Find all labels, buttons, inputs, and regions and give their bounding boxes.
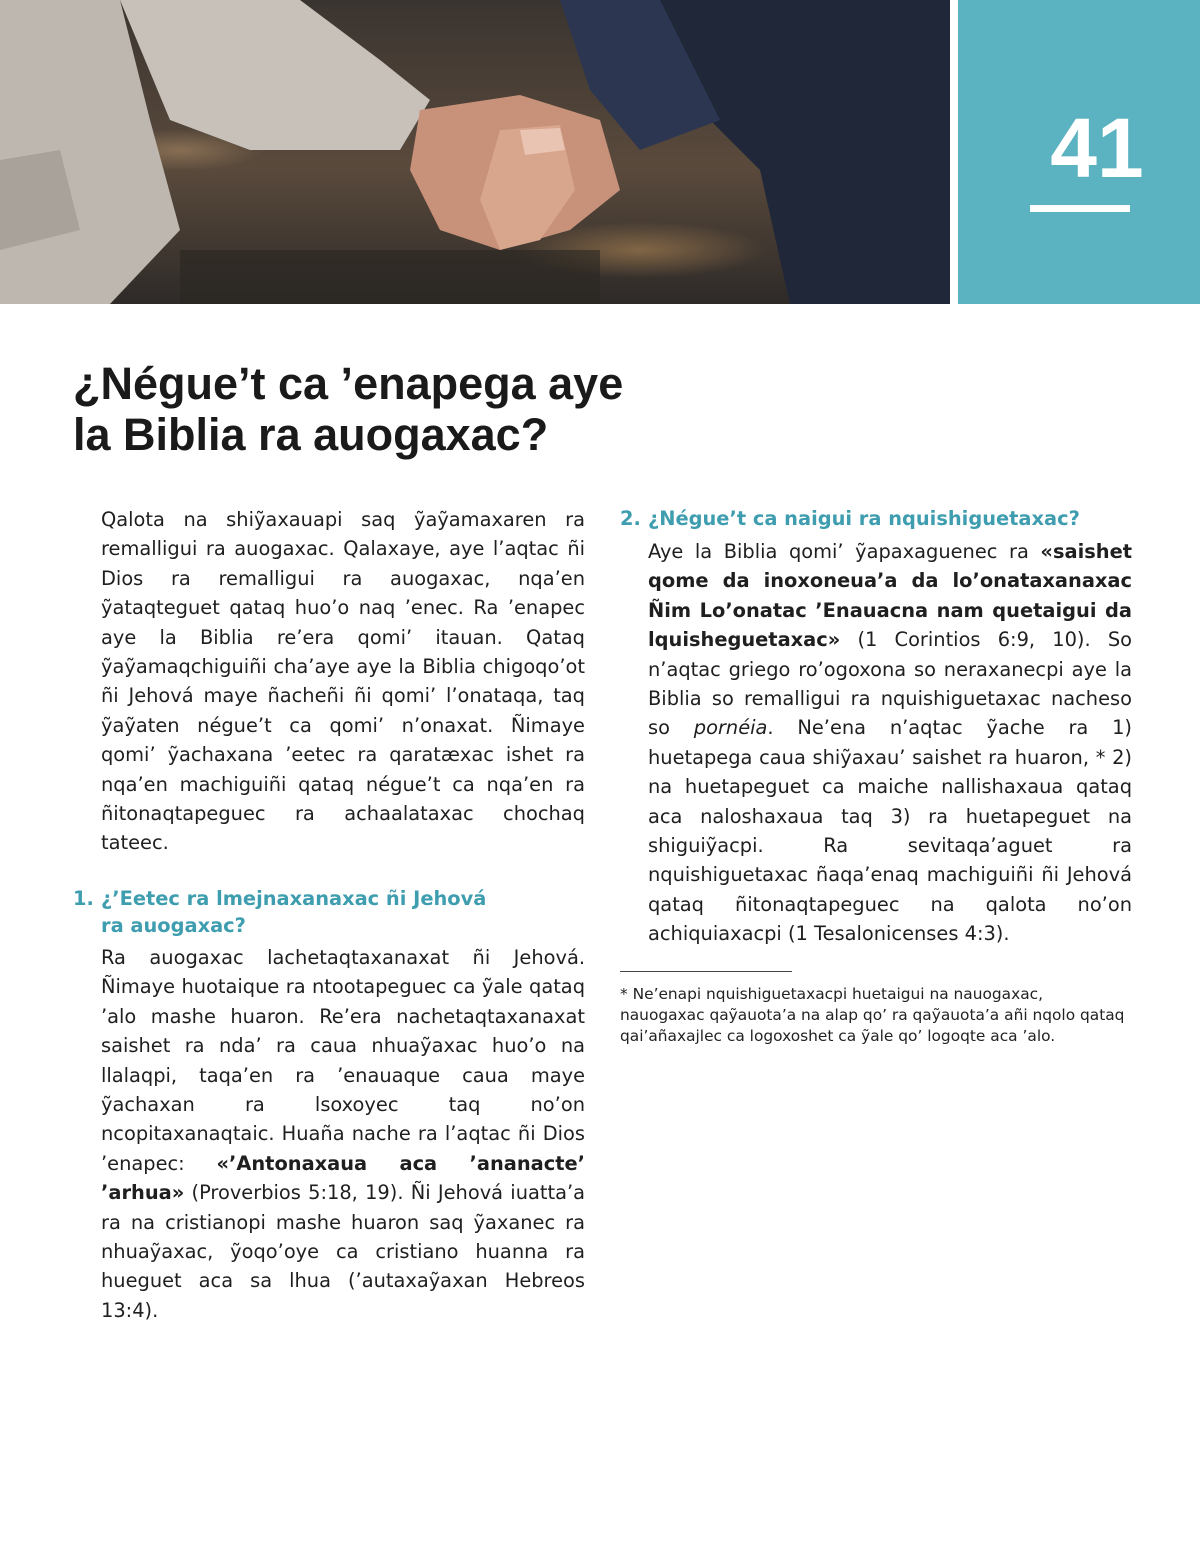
section-2-heading xyxy=(620,505,1132,532)
left-column xyxy=(73,505,585,1325)
section-2-number: 2. xyxy=(620,507,641,530)
header-photo xyxy=(0,0,950,304)
section-2-heading-text: ¿Négue’t ca naigui ra nquishiguetaxac? xyxy=(648,507,1080,530)
section-1-heading-line-1: ¿’Eetec ra lmejnaxanaxac ñi Jehová xyxy=(101,886,487,910)
section-2-text-before: Aye la Biblia qomi’ ỹapaxaguenec ra xyxy=(648,540,1029,563)
chapter-underline xyxy=(1030,205,1130,212)
right-column xyxy=(620,505,1132,1047)
intro-paragraph: Qalota na shiỹaxauapi saq ỹaỹamaxaren ra remalligui ra auogaxac. Qalaxaye, aye l’aqtac ñi Dios ra remalligui ra auogaxac, nqa’en ỹataqteguet qataq huo’o naq ’enec. Ra ’enapec aye la Biblia re’era qomi’ itauan. Qataq ỹaỹamaqchiguiñi cha’aye aye la Biblia chigoqo’ot ñi Jehová maye ñacheñi ñi qomi’ l’onataqa, taq ỹaỹaten négue’t ca qomi’ n’onaxat. Ñimaye qomi’ ỹachaxana ’eetec ra qaratæxac ishet ra nqa’en machiguiñi qataq négue’t ca nqa’en ra ñitonaqtapeguec ra achaalataxac chochaq tateec. xyxy=(101,508,585,855)
page-title xyxy=(73,358,773,460)
section-1-text-before: Ra auogaxac lachetaqtaxanaxat ñi Jehová. Ñimaye huotaique ra ntootapeguec ca ỹale qataq ’alo mashe huaron. Re’era nachetaqtaxanaxat saishet ra nda’ ra caua nhuaỹaxac huo’o na llalaqpi, taqa’en ra ’enauaque caua maye ỹachaxan ra lsoxoyec taq no’on ncopitaxanaqtaic. Huaña nache ra l’aqtac ñi Dios ’enapec: xyxy=(101,945,585,1175)
section-1 xyxy=(73,885,585,1325)
section-1-number: 1. xyxy=(73,886,94,910)
title-line-2: la Biblia ra auogaxac? xyxy=(73,409,549,460)
section-2-text-after: . Ne’ena n’aqtac ỹache ra 1) huetapega caua shiỹaxau’ saishet ra huaron, * 2) na huetapeguet ca maiche nallishaxaua qataq aca naloshaxaua taq 3) ra huetapeguet na shiguiỹacpi. Ra sevitaqa’aguet ra nquishiguetaxac ñaqa’enaq machiguiñi ñi Jehová qataq ñitonaqtapeguec na qalota no’on achiquiaxacpi (1 Tesalonicenses 4:3). xyxy=(648,716,1132,946)
section-1-quote: «’Antonaxaua aca ’ananacte’ ’arhua» xyxy=(101,1151,585,1205)
section-2-quote: «saishet qome da inoxoneua’a da lo’onataxanaxac Ñim Lo’onatac ’Enauacna nam quetaigui da lquisheguetaxac» xyxy=(648,540,1132,652)
chapter-number: 41 xyxy=(1050,101,1144,195)
section-2-text-mid: (1 Corintios 6:9, 10). So n’aqtac griego ro’ogoxona so neraxanecpi aye la Biblia so remalligui ra nquishiguetaxac nacheso so xyxy=(648,628,1132,740)
footnote: * Ne’enapi nquishiguetaxacpi huetaigui na nauogaxac, nauogaxac qaỹauota’a na alap qo’ ra qaỹauota’a añi nqolo qataq qai’añaxajlec ca logoxoshet ca ỹale qo’ logoqte aca ’alo. xyxy=(620,984,1125,1045)
section-1-paragraph xyxy=(101,943,585,1325)
title-line-1: ¿Négue’t ca ’enapega aye xyxy=(73,358,624,409)
section-1-heading xyxy=(73,885,585,939)
holding-hands-illustration xyxy=(0,0,950,304)
section-1-text-after: (Proverbios 5:18, 19). Ñi Jehová iuatta’a ra na cristianopi mashe huaron saq ỹaxanec ra nhuaỹaxac, ỹoqo’oye ca cristiano huanna ra hueguet aca sa lhua (’autaxaỹaxan Hebreos 13:4). xyxy=(101,1181,585,1322)
footnote-divider xyxy=(620,971,792,972)
section-2-term: pornéia xyxy=(693,716,768,740)
section-1-heading-line-2: ra auogaxac? xyxy=(101,913,246,937)
section-2-paragraph xyxy=(648,537,1132,949)
section-2 xyxy=(620,505,1132,949)
chapter-box xyxy=(958,0,1200,304)
